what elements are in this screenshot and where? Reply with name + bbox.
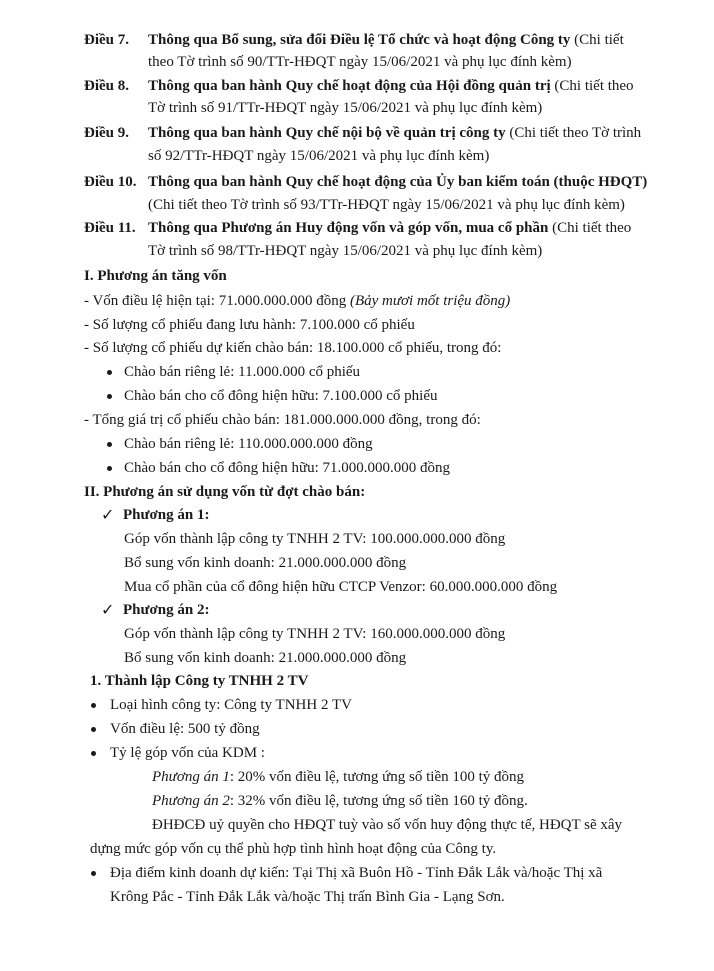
plan-item: Góp vốn thành lập công ty TNHH 2 TV: 160.000.000.000 đồng [124, 626, 506, 642]
option-label: Phương án 1 [152, 769, 230, 785]
shares-offered: - Số lượng cổ phiếu dự kiến chào bán: 18.100.000 cổ phiếu, trong đó: [84, 340, 502, 356]
article-title: Thông qua ban hành Quy chế hoạt động của Hội đồng quản trị [148, 78, 551, 94]
list-item: Chào bán cho cổ đông hiện hữu: 7.100.000 cổ phiếu [124, 388, 438, 404]
article-detail-line: (Chi tiết theo Tờ trình số 93/TTr-HĐQT ngày 15/06/2021 và phụ lục đính kèm) [148, 197, 625, 213]
option-text: : 20% vốn điều lệ, tương ứng số tiền 100 tỷ đồng [229, 769, 525, 785]
list-item: Chào bán riêng lẻ: 11.000.000 cổ phiếu [124, 364, 361, 380]
section-heading: II. Phương án sử dụng vốn từ đợt chào bán: [84, 484, 366, 500]
article-detail: (Chi tiết [570, 32, 624, 48]
delegation-line: dựng mức góp vốn cụ thể phù hợp tình hình hoạt động của Công ty. [90, 841, 497, 857]
article-detail: (Chi tiết theo Tờ trình [505, 125, 642, 141]
charter-capital-line [84, 291, 510, 312]
list-item: Chào bán riêng lẻ: 110.000.000.000 đồng [124, 436, 373, 452]
article-title: Thông qua ban hành Quy chế hoạt động của Ủy ban kiểm toán (thuộc HĐQT) [148, 174, 648, 190]
plan-title: Phương án 2: [123, 602, 210, 618]
charter-capital-words: (Bảy mươi mốt triệu đồng) [349, 293, 511, 309]
plan-item: Bổ sung vốn kinh doanh: 21.000.000.000 đồng [124, 650, 407, 666]
bullet-icon [91, 871, 96, 876]
company-type: Loại hình công ty: Công ty TNHH 2 TV [110, 697, 352, 713]
bullet-icon [107, 370, 112, 375]
article-detail-line: số 92/TTr-HĐQT ngày 15/06/2021 và phụ lục đính kèm) [148, 148, 490, 164]
bullet-icon [91, 727, 96, 732]
bullet-icon [91, 751, 96, 756]
delegation-line: ĐHĐCĐ uỷ quyền cho HĐQT tuỳ vào số vốn huy động thực tế, HĐQT sẽ xây [152, 817, 623, 833]
list-item: Chào bán cho cổ đông hiện hữu: 71.000.000.000 đồng [124, 460, 451, 476]
article-title-line [148, 123, 641, 144]
bullet-icon [91, 703, 96, 708]
article-title-line [148, 30, 624, 51]
article-title-line [148, 218, 631, 239]
bullet-icon [107, 442, 112, 447]
bullet-icon [107, 394, 112, 399]
checkmark-icon: ✓ [101, 600, 115, 619]
section-heading: I. Phương án tăng vốn [84, 268, 227, 284]
location-line: Địa điểm kinh doanh dự kiến: Tại Thị xã Buôn Hồ - Tỉnh Đắk Lắk và/hoặc Thị xã [110, 865, 603, 881]
option-label: Phương án 2 [152, 793, 230, 809]
location-line: Krông Pắc - Tỉnh Đắk Lắk và/hoặc Thị trấn Bình Gia - Lạng Sơn. [110, 889, 505, 905]
shares-outstanding: - Số lượng cổ phiếu đang lưu hành: 7.100.000 cổ phiếu [84, 317, 415, 333]
article-label: Điều 11. [84, 220, 136, 236]
option-line [152, 791, 528, 812]
article-detail: (Chi tiết theo [550, 78, 634, 94]
article-detail-line: Tờ trình số 91/TTr-HĐQT ngày 15/06/2021 và phụ lục đính kèm) [148, 100, 543, 116]
article-detail: (Chi tiết theo [548, 220, 632, 236]
article-title-line [148, 76, 634, 97]
article-label: Điều 10. [84, 174, 137, 190]
bullet-icon [107, 466, 112, 471]
article-label: Điều 7. [84, 32, 129, 48]
plan-item: Góp vốn thành lập công ty TNHH 2 TV: 100.000.000.000 đồng [124, 531, 506, 547]
option-line [152, 767, 524, 788]
plan-item: Mua cổ phần của cổ đông hiện hữu CTCP Venzor: 60.000.000.000 đồng [124, 579, 558, 595]
article-title-line [148, 172, 647, 193]
checkmark-icon: ✓ [101, 505, 115, 524]
subsection-heading: 1. Thành lập Công ty TNHH 2 TV [90, 673, 309, 689]
article-title: Thông qua Phương án Huy động vốn và góp vốn, mua cổ phần [148, 220, 549, 236]
article-title: Thông qua ban hành Quy chế nội bộ về quản trị công ty [148, 125, 506, 141]
charter-capital: - Vốn điều lệ hiện tại: 71.000.000.000 đồng [84, 293, 350, 309]
ratio-label: Tỷ lệ góp vốn của KDM : [110, 745, 265, 761]
plan-title: Phương án 1: [123, 507, 210, 523]
article-label: Điều 9. [84, 125, 129, 141]
option-text: : 32% vốn điều lệ, tương ứng số tiền 160 tỷ đồng. [229, 793, 528, 809]
total-value: - Tổng giá trị cổ phiếu chào bán: 181.000.000.000 đồng, trong đó: [84, 412, 481, 428]
article-detail-line: Tờ trình số 98/TTr-HĐQT ngày 15/06/2021 và phụ lục đính kèm) [148, 243, 543, 259]
article-detail-line: theo Tờ trình số 90/TTr-HĐQT ngày 15/06/2021 và phụ lục đính kèm) [148, 54, 572, 70]
article-title: Thông qua Bổ sung, sửa đổi Điều lệ Tổ chức và hoạt động Công ty [148, 32, 571, 48]
article-label: Điều 8. [84, 78, 129, 94]
charter-value: Vốn điều lệ: 500 tỷ đồng [110, 721, 260, 737]
plan-item: Bổ sung vốn kinh doanh: 21.000.000.000 đồng [124, 555, 407, 571]
